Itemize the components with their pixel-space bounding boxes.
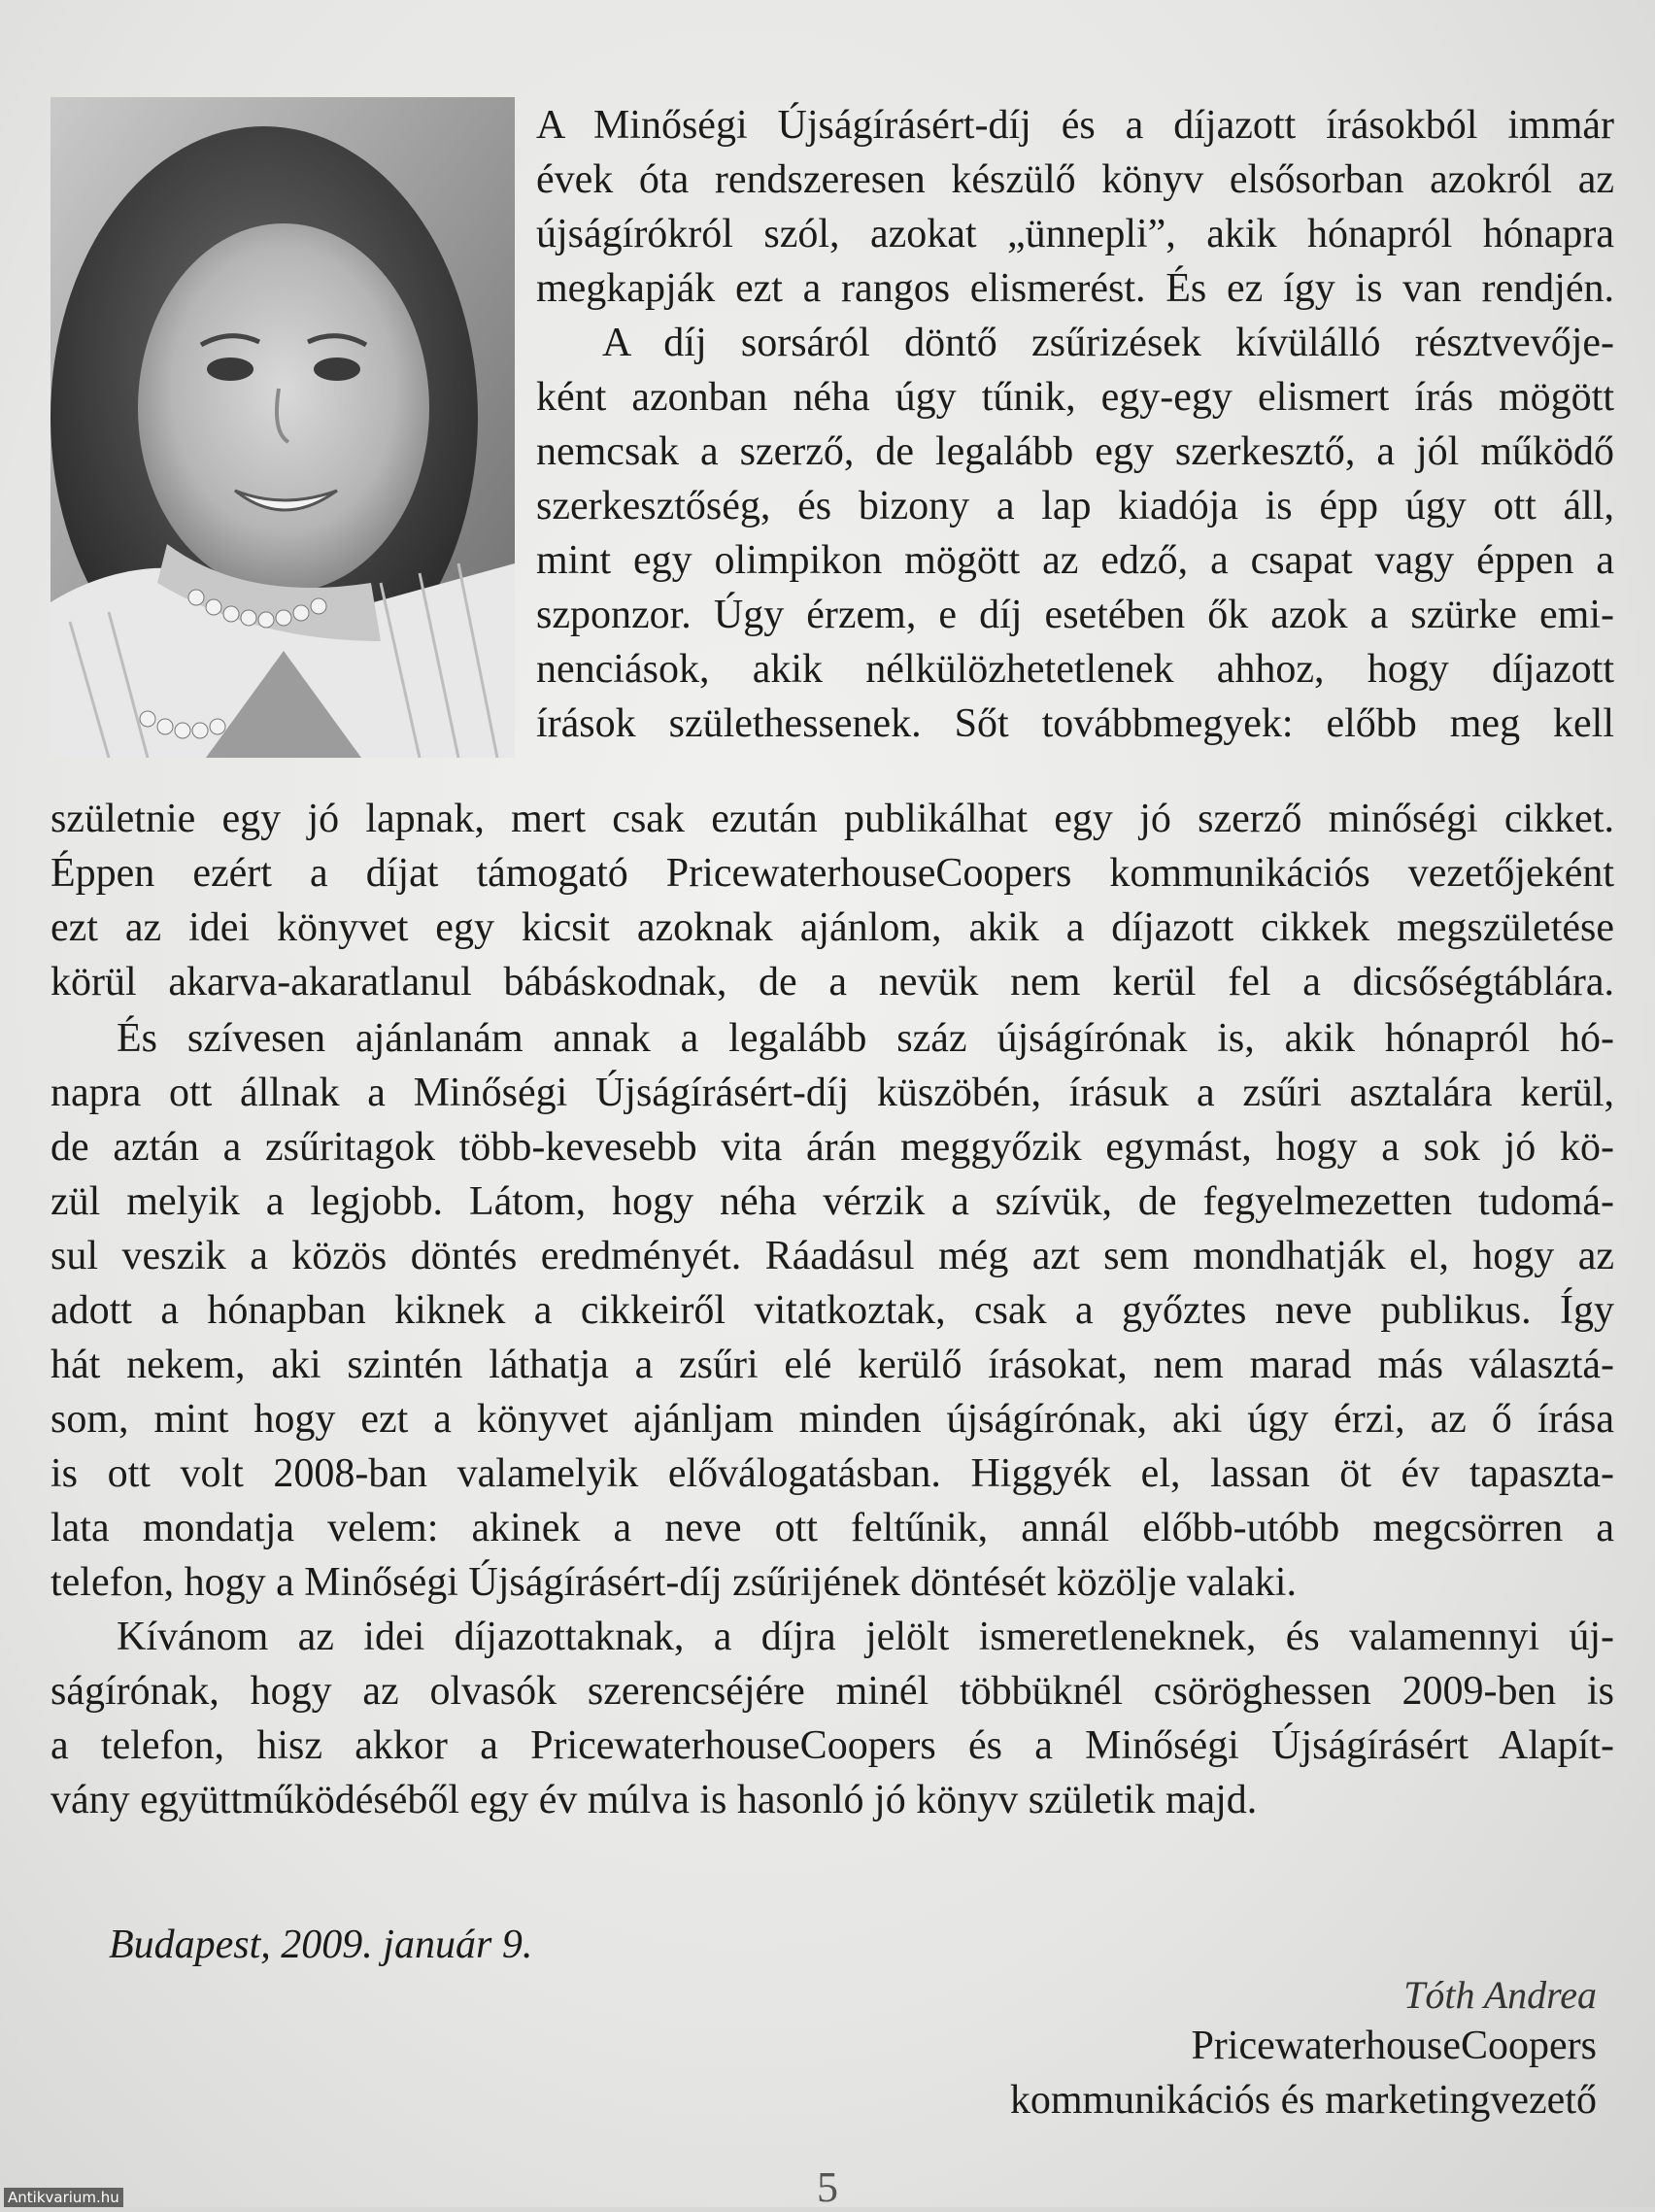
text-line: mint egy olimpikon mögött az edző, a csapat vagy éppen a xyxy=(536,538,1614,583)
text-line: És szívesen ajánlanám annak a legalább száz újságírónak is, akik hónapról hó- xyxy=(117,1016,1614,1061)
text-line: születnie egy jó lapnak, mert csak ezután publikálhat egy jó szerző minőségi cikket. xyxy=(51,797,1614,841)
text-line: hát nekem, aki szintén láthatja a zsűri elé kerülő írásokat, nem marad más választá- xyxy=(51,1343,1614,1387)
text-line: újságírókról szól, azokat „ünnepli”, akik hónapról hónapra xyxy=(536,212,1614,256)
text-line: szerkesztőség, és bizony a lap kiadója is épp úgy ott áll, xyxy=(536,484,1614,528)
text-line: lata mondatja velem: akinek a neve ott feltűnik, annál előbb-utóbb megcsörren a xyxy=(51,1506,1614,1550)
text-line: nenciások, akik nélkülözhetetlenek ahhoz, hogy díjazott xyxy=(536,647,1614,692)
text-line: zül melyik a legjobb. Látom, hogy néha vérzik a szívük, de fegyelmezetten tudomá- xyxy=(51,1179,1614,1224)
text-line: körül akarva-akaratlanul bábáskodnak, de a nevük nem kerül fel a dicsőségtáblára. xyxy=(51,960,1614,1004)
text-line: Kívánom az idei díjazottaknak, a díjra jelölt ismeretleneknek, és valamennyi új- xyxy=(117,1615,1614,1659)
text-line: de aztán a zsűritagok több-kevesebb vita árán meggyőzik egymást, hogy a sok jó kö- xyxy=(51,1125,1614,1170)
text-line: ságírónak, hogy az olvasók szerencséjére minél többüknél csöröghessen 2009-ben is xyxy=(51,1669,1614,1714)
place-and-date: Budapest, 2009. január 9. xyxy=(109,1923,533,1967)
text-line: Éppen ezért a díjat támogató PricewaterhouseCoopers kommunikációs vezetőjeként xyxy=(51,851,1614,896)
author-portrait-photo xyxy=(51,97,515,758)
text-line: telefon, hogy a Minőségi Újságírásért-díj zsűrijének döntését közölje valaki. xyxy=(51,1560,1297,1605)
text-line: adott a hónapban kiknek a cikkeiről vitatkoztak, csak a győztes neve publikus. Így xyxy=(51,1288,1614,1333)
text-line: a telefon, hisz akkor a PricewaterhouseCoopers és a Minőségi Újságírásért Alapít- xyxy=(51,1723,1614,1768)
signature-company: PricewaterhouseCoopers xyxy=(1191,2024,1597,2068)
text-line: megkapják ezt a rangos elismerést. És ez így is van rendjén. xyxy=(536,266,1614,311)
text-line: szponzor. Úgy érzem, e díj esetében ők azok a szürke emi- xyxy=(536,593,1614,637)
text-line: írások születhessenek. Sőt továbbmegyek: előbb meg kell xyxy=(536,701,1614,746)
signature-role: kommunikációs és marketingvezető xyxy=(1009,2078,1597,2123)
text-line: ként azonban néha úgy tűnik, egy-egy elismert írás mögött xyxy=(536,375,1614,420)
page-number: 5 xyxy=(817,2163,838,2211)
text-line: A díj sorsáról döntő zsűrizések kívülálló résztvevője- xyxy=(602,321,1614,365)
watermark-label: Antikvarium.hu xyxy=(4,2188,123,2207)
text-line: is ott volt 2008-ban valamelyik előválogatásban. Higgyék el, lassan öt év tapaszta- xyxy=(51,1451,1614,1496)
text-line: évek óta rendszeresen készülő könyv elsősorban azokról az xyxy=(536,157,1614,202)
text-line: som, mint hogy ezt a könyvet ajánljam minden újságírónak, aki úgy érzi, az ő írása xyxy=(51,1397,1614,1442)
signature-name: Tóth Andrea xyxy=(1403,1973,1597,2017)
text-line: A Minőségi Újságírásért-díj és a díjazott írásokból immár xyxy=(536,103,1614,148)
text-line: ezt az idei könyvet egy kicsit azoknak ajánlom, akik a díjazott cikkek megszületése xyxy=(51,905,1614,950)
text-line: nemcsak a szerző, de legalább egy szerkesztő, a jól működő xyxy=(536,429,1614,474)
text-line: napra ott állnak a Minőségi Újságírásért-díj küszöbén, írásuk a zsűri asztalára kerül, xyxy=(51,1071,1614,1115)
text-line: vány együttműködéséből egy év múlva is hasonló jó könyv születik majd. xyxy=(51,1778,1258,1822)
text-line: sul veszik a közös döntés eredményét. Ráadásul még azt sem mondhatják el, hogy az xyxy=(51,1234,1614,1278)
